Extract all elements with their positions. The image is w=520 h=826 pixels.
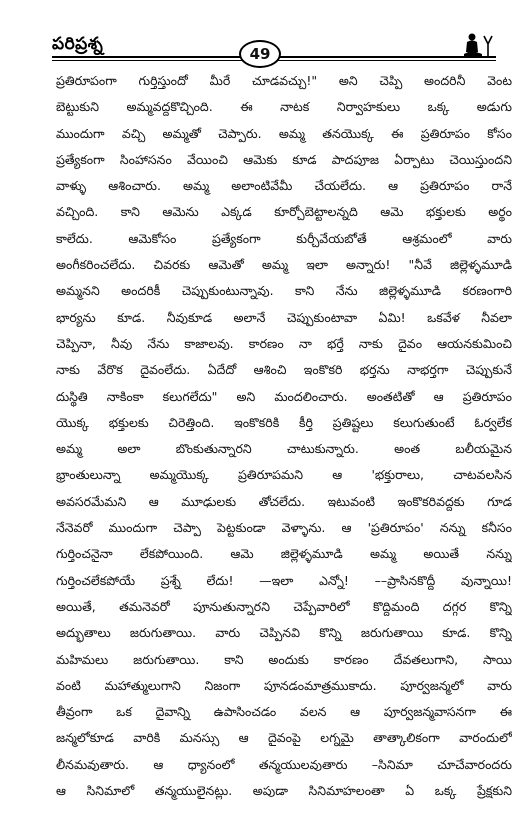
text-line: బెట్టుకుని అమ్మవద్దకొచ్చింది. ఈ నాటక నిర్వాహకులు ఒక్క అడుగు <box>56 99 512 115</box>
text-line: వంటి మహాత్ములుగాని నిజంగా పూనడంమాత్రముకాదు. పూర్వజన్మలో వారు <box>56 677 512 693</box>
text-line: ఆ సినిమాలో తన్మయులైనట్లు. అపుడా సినిమాహలంతా ఏ ఒక్క ప్రేక్షకుని <box>56 783 512 799</box>
page-header <box>0 0 520 66</box>
text-line: ముందుగా వచ్చి అమ్మతో చెప్పారు. అమ్మ తనయొక్క ఈ ప్రతిరూపం కోసం <box>56 125 512 141</box>
text-line: భ్రాంతులున్నా అమ్మయొక్క ప్రతిరూపమని ఆ 'భక్తురాలు, చాటవలసిన <box>56 467 512 483</box>
text-line: నాకు వేరొక దైవంలేదు. ఏదేదో ఆశించి ఇంకొకరి భర్తను నాభర్తగా చెప్పుకునే <box>56 362 512 378</box>
text-line: చెప్పినా, నీవు నేను కాజాలవు. కారణం నా భర్తే నాకు దైవం ఆయనకుమించి <box>56 335 512 351</box>
running-title: పరిప్రశ్న <box>52 34 104 54</box>
text-line: తీవ్రంగా ఒక దైవాన్ని ఉపాసించడం వలన ఆ పూర్వజన్మవాసనగా ఈ <box>56 704 512 720</box>
text-line: దుస్థితి నాకింకా కలుగలేదు" అని మందలించారు. అంతటితో ఆ ప్రతిరూపం <box>56 388 512 404</box>
text-line: భార్యను కూడ. నీవుకూడ అలానే చెప్పుకుంటావా ఏమి! ఒకవేళ నీవలా <box>56 309 512 325</box>
body-text <box>56 68 512 820</box>
text-line: మహిమలు జరుగుతాయి. కాని అందుకు కారణం దేవతలుగాని, సాయి <box>56 651 512 667</box>
text-line: ప్రత్యేకంగా సింహాసనం వేయించి ఆమెకు కూడ పాదపూజ ఏర్పాటు చెయిస్తుందని <box>56 151 512 167</box>
text-line: గుర్తించలేకపోయే ప్రశ్నే లేదు! —ఇలా ఎన్నో! ––ప్రాసినకొద్దీ వున్నాయి! <box>56 572 512 588</box>
praying-figure-icon <box>458 32 498 60</box>
text-line: అద్భుతాలు జరుగుతాయి. వారు చెప్పినవి కొన్ని జరుగుతాయి కూడ. కొన్ని <box>56 625 512 641</box>
text-line: అయితే, తమనెవరో పూనుతున్నారని చెప్పేవారిలో కొద్దిమంది దగ్గర కొన్ని <box>56 598 512 614</box>
text-line: ప్రతిరూపంగా గుర్తిస్తుందో మీరే చూడవచ్చు!" అని చెప్పి అందరినీ వెంట <box>56 73 512 88</box>
text-line: అమ్మ అలా బొంకుతున్నారని చాటుకున్నారు. అంత బలీయమైన <box>56 441 512 457</box>
text-line: వచ్చింది. కాని ఆమెను ఎక్కడ కూర్చోబెట్టాలన్నది ఆమె భక్తులకు అర్థం <box>56 204 512 220</box>
text-line: అమ్మనని అందరికీ చెప్పుకుంటున్నావు. కాని నేను జిల్లెళ్ళమూడి కరణంగారి <box>56 283 512 299</box>
text-line: కాలేదు. ఆమెకోసం ప్రత్యేకంగా కుర్చీవేయబోతే ఆశ్రమంలో వారు <box>56 230 512 246</box>
text-line: అవసరమేమని ఆ మూఢులకు తోచలేదు. ఇటువంటి ఇంకొకరివద్దకు గూడ <box>56 493 512 509</box>
text-line: అంగీకరించలేదు. చివరకు ఆమెతో అమ్మ ఇలా అన్నారు! "నీవే జిల్లెళ్ళమూడి <box>56 257 512 273</box>
text-line: వాళ్ళు ఆశించారు. అమ్మ అలాంటివేమీ చేయలేదు. ఆ ప్రతిరూపం రానే <box>56 178 512 194</box>
text-line: లీనమవుతారు. ఆ ధ్యానంలో తన్మయులవుతారు –సినిమా చూచేవారందరు <box>56 756 512 772</box>
text-line: నేనెవరో ముందుగా చెప్పా పెట్టకుండా వెళ్ళాను. ఆ 'ప్రతిరూపం' నన్ను కనీసం <box>56 520 512 536</box>
text-line: యొక్క భక్తులకు చిరెత్తింది. ఇంకొకరికి కీర్తి ప్రతిష్టలు కలుగుతుంటే ఓర్వలేక <box>56 414 512 430</box>
text-line: గుర్తించనైనా లేకపోయింది. ఆమె జిల్లెళ్ళమూడి అమ్మ అయితే నన్ను <box>56 546 512 562</box>
text-line: జన్మలోకూడ వారికి మనస్సు ఆ దైవంపై లగ్నమై తాత్కాలికంగా వారందులో <box>56 730 512 746</box>
page-number: 49 <box>239 40 281 68</box>
